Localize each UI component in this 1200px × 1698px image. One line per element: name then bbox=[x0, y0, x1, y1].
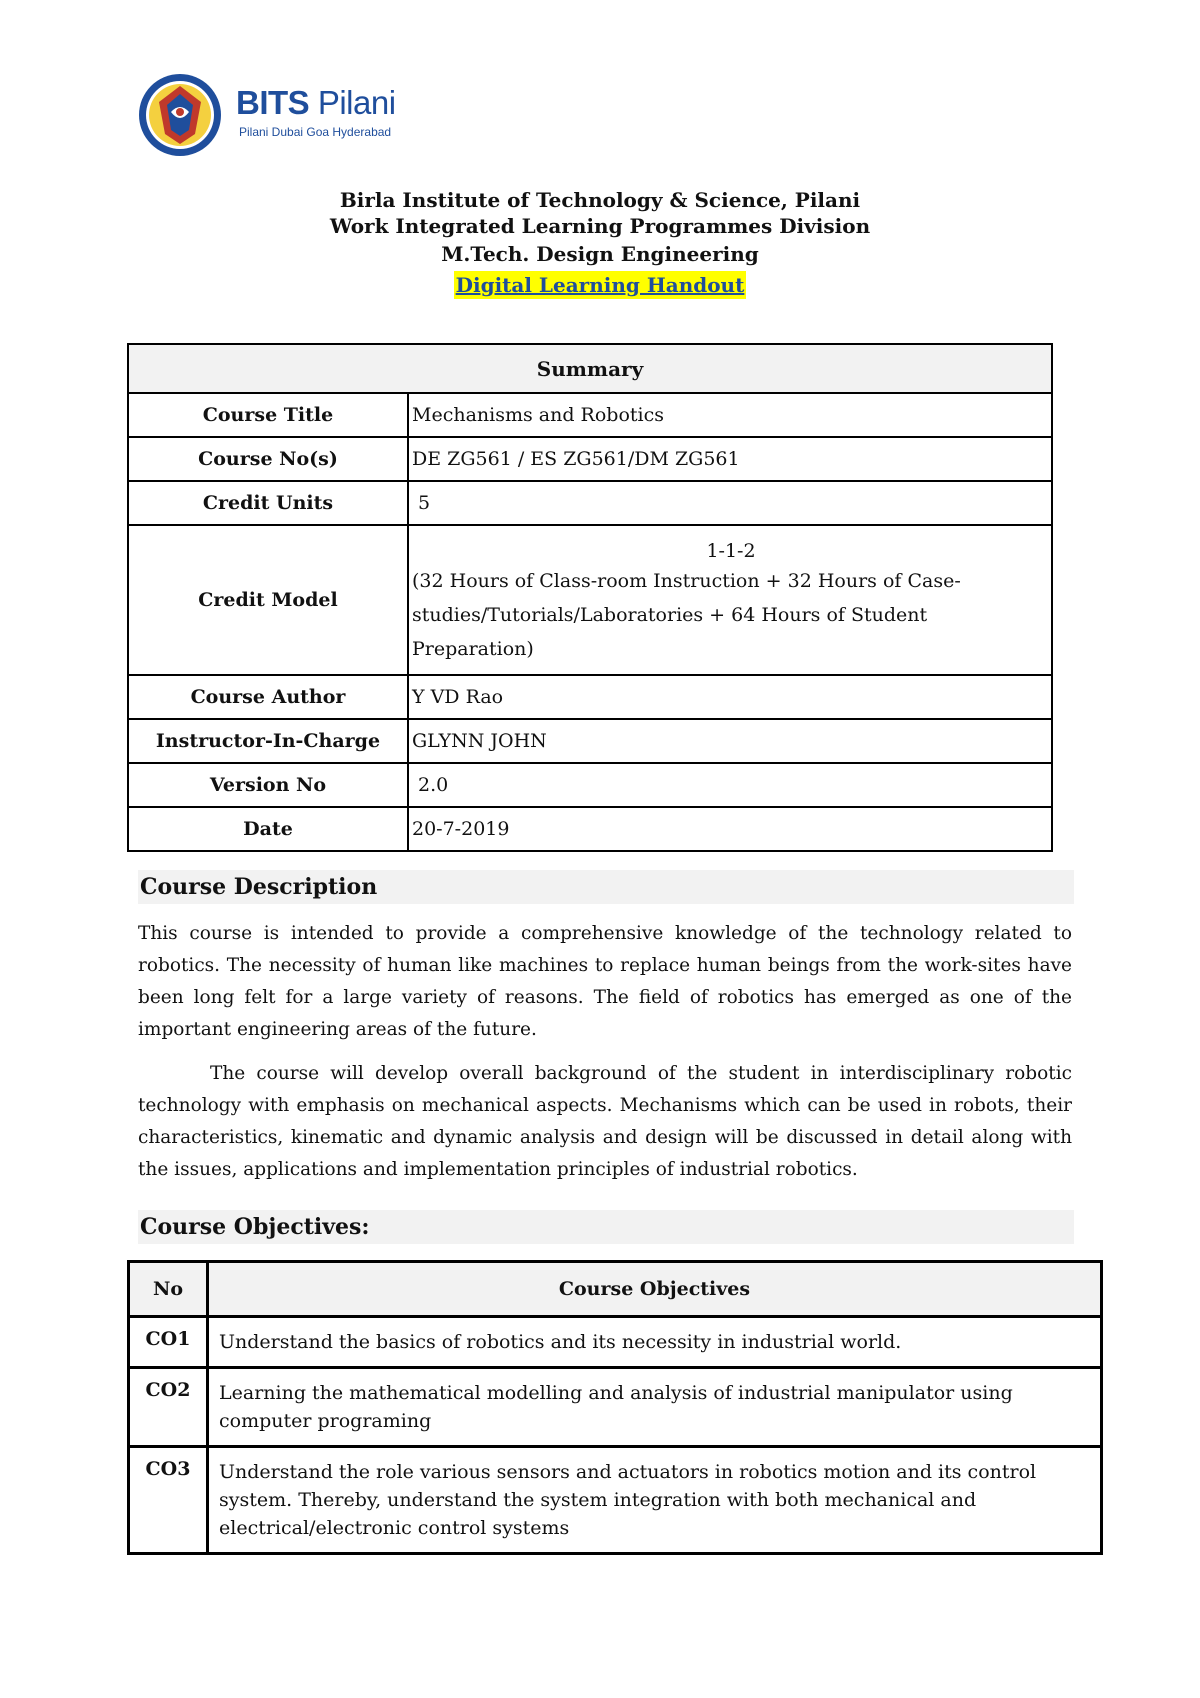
table-row bbox=[128, 481, 1052, 525]
table-row bbox=[128, 393, 1052, 437]
table-row bbox=[129, 1368, 1102, 1447]
date-value: 20-7-2019 bbox=[408, 807, 1052, 851]
course-author-value: Y VD Rao bbox=[408, 675, 1052, 719]
objectives-col-no: No bbox=[129, 1262, 208, 1317]
objective-text: Learning the mathematical modelling and analysis of industrial manipulator using computer programing bbox=[208, 1368, 1102, 1447]
summary-table bbox=[127, 343, 1053, 852]
objective-no: CO1 bbox=[129, 1317, 208, 1368]
bits-logo bbox=[137, 72, 437, 162]
institute-name: Birla Institute of Technology & Science, Pilani bbox=[339, 188, 861, 212]
table-row bbox=[129, 1447, 1102, 1554]
course-description bbox=[138, 918, 1072, 1198]
course-author-label: Course Author bbox=[128, 675, 408, 719]
institute-seal-icon bbox=[137, 72, 227, 158]
course-objectives-heading: Course Objectives: bbox=[138, 1210, 1074, 1244]
table-row bbox=[128, 525, 1052, 675]
objective-text: Understand the role various sensors and actuators in robotics motion and its control system. Thereby, understand the system integration with both mechanical and electrical/electronic control systems bbox=[208, 1447, 1102, 1554]
table-row bbox=[128, 437, 1052, 481]
credit-units-value: 5 bbox=[408, 481, 1052, 525]
credit-units-label: Credit Units bbox=[128, 481, 408, 525]
instructor-value: GLYNN JOHN bbox=[408, 719, 1052, 763]
course-no-label: Course No(s) bbox=[128, 437, 408, 481]
objective-no: CO2 bbox=[129, 1368, 208, 1447]
objectives-col-text: Course Objectives bbox=[208, 1262, 1102, 1317]
credit-model-value: 1-1-2 (32 Hours of Class-room Instruction + 32 Hours of Case- studies/Tutorials/Laboratories + 64 Hours of Student Preparation) bbox=[408, 525, 1052, 675]
table-row bbox=[128, 719, 1052, 763]
course-description-heading: Course Description bbox=[138, 870, 1074, 904]
summary-heading: Summary bbox=[128, 344, 1052, 393]
brand-campuses: Pilani Dubai Goa Hyderabad bbox=[239, 125, 392, 139]
course-title-label: Course Title bbox=[128, 393, 408, 437]
programme-name: M.Tech. Design Engineering bbox=[441, 242, 759, 266]
course-no-value: DE ZG561 / ES ZG561/DM ZG561 bbox=[408, 437, 1052, 481]
version-label: Version No bbox=[128, 763, 408, 807]
course-title-value: Mechanisms and Robotics bbox=[408, 393, 1052, 437]
table-row bbox=[128, 675, 1052, 719]
objective-no: CO3 bbox=[129, 1447, 208, 1554]
table-row bbox=[128, 807, 1052, 851]
division-name: Work Integrated Learning Programmes Division bbox=[329, 214, 871, 238]
description-paragraph-2: The course will develop overall background of the student in interdisciplinary robotic technology with emphasis on mechanical aspects. Mechanisms which can be used in robots, their characteristics, kinematic and dynamic analysis and design will be discussed in detail along with the issues, applications and implementation principles of industrial robotics. bbox=[138, 1063, 1072, 1180]
table-row bbox=[128, 763, 1052, 807]
description-paragraph-1: This course is intended to provide a comprehensive knowledge of the technology related to robotics. The necessity of human like machines to replace human beings from the work-sites have been long felt for a large variety of reasons. The field of robotics has emerged as one of the important engineering areas of the future. bbox=[138, 923, 1072, 1040]
objectives-table bbox=[127, 1260, 1103, 1555]
credit-model-label: Credit Model bbox=[128, 525, 408, 675]
objective-text: Understand the basics of robotics and its necessity in industrial world. bbox=[208, 1317, 1102, 1368]
brand-name: BITS Pilani bbox=[236, 84, 396, 121]
instructor-label: Instructor-In-Charge bbox=[128, 719, 408, 763]
handout-title: Digital Learning Handout bbox=[455, 273, 745, 297]
document-header bbox=[0, 186, 1200, 299]
date-label: Date bbox=[128, 807, 408, 851]
table-row bbox=[129, 1317, 1102, 1368]
version-value: 2.0 bbox=[408, 763, 1052, 807]
